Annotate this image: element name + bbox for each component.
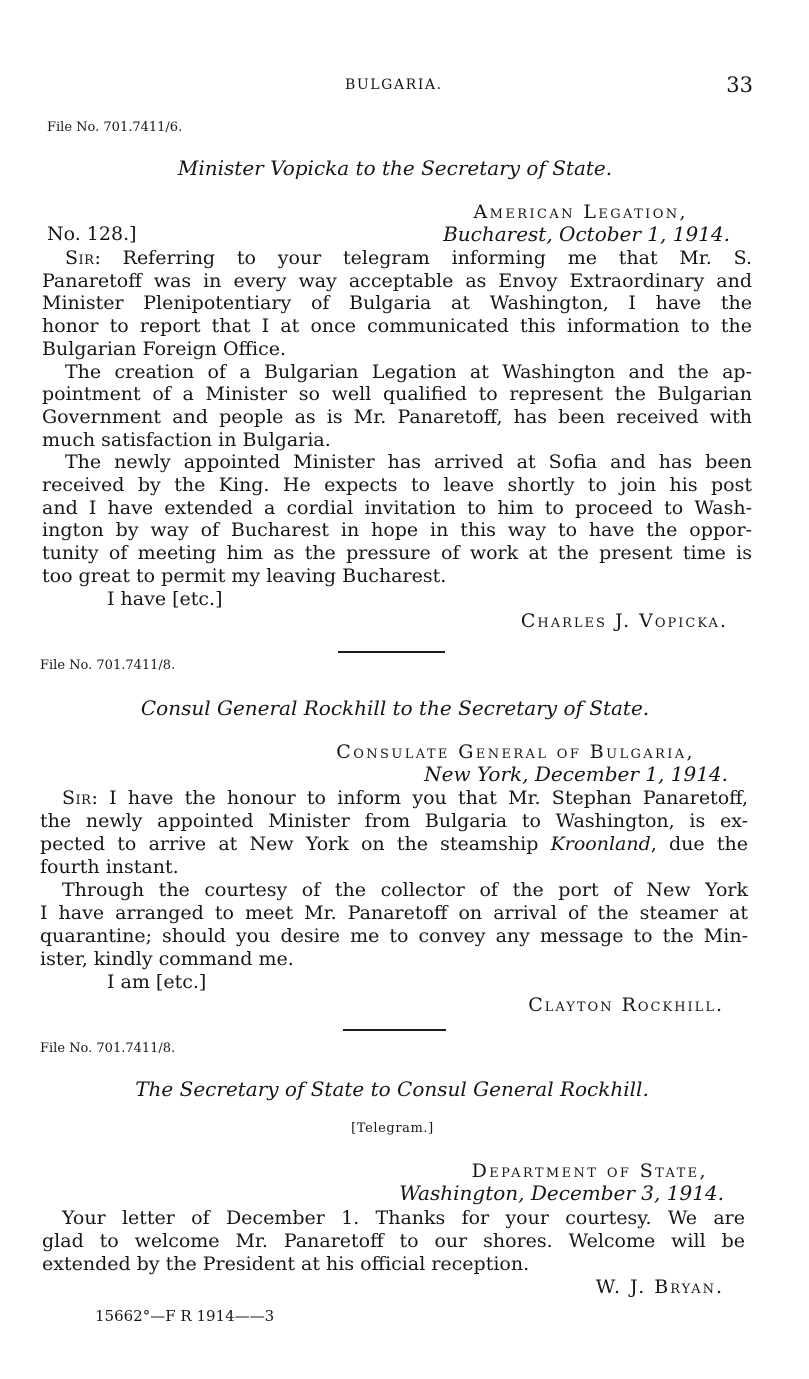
body-line [42, 247, 752, 270]
body-line: Minister Plenipotentiary of Bulgaria at Washington, I have the [42, 292, 752, 315]
body-line: Bulgarian Foreign Office. [42, 337, 287, 360]
document-title: The Secretary of State to Consul General Rockhill. [135, 1077, 649, 1101]
paragraph [42, 361, 752, 452]
body-line [40, 833, 748, 856]
section-rule [338, 651, 445, 653]
body-line: Government and people as is Mr. Panaretoff, has been received with [42, 405, 752, 428]
body-line: the newly appointed Minister from Bulgaria to Washington, is ex- [40, 810, 748, 832]
body-line: The newly appointed Minister has arrived at Sofia and has been [65, 451, 752, 474]
line-text: : I have the honour to inform you that Mr. Stephan Panaretoff, [91, 787, 748, 809]
despatch-number: No. 128.] [47, 223, 137, 245]
body-line: much satisfaction in Bulgaria. [42, 428, 331, 451]
line-text: pected to arrive at New York on the steamship [40, 833, 551, 855]
place-date: New York, December 1, 1914. [424, 762, 728, 786]
paragraph [42, 451, 752, 587]
body-line: pointment of a Minister so well qualified to represent the Bulgarian [42, 383, 752, 406]
letter-text [42, 247, 752, 633]
body-line: Your letter of December 1. Thanks for your courtesy. We are [62, 1207, 745, 1229]
letter-text [40, 787, 748, 1017]
ship-name: Kroonland [550, 833, 651, 855]
body-line: too great to permit my leaving Bucharest. [42, 564, 447, 587]
document-title: Minister Vopicka to the Secretary of State. [177, 156, 613, 180]
file-number: File No. 701.7411/8. [40, 1041, 176, 1056]
page-number: 33 [726, 73, 753, 97]
office-heading: American Legation, [473, 201, 688, 223]
body-line: received by the King. He expects to leave shortly to join his post [42, 474, 752, 497]
body-line: extended by the President at his official reception. [42, 1253, 530, 1275]
body-line: tunity of meeting him as the pressure of work at the present time is [42, 542, 752, 565]
body-line: fourth instant. [40, 856, 179, 878]
body-line: quarantine; should you desire me to convey any message to the Min- [40, 925, 748, 947]
paragraph [42, 247, 752, 361]
running-title: BULGARIA. [345, 77, 443, 93]
body-line: Through the courtesy of the collector of the port of New York [62, 879, 748, 901]
office-heading: Consulate General of Bulgaria, [336, 741, 695, 763]
signature: W. J. Bryan. [595, 1276, 724, 1298]
document-title: Consul General Rockhill to the Secretary of State. [140, 696, 650, 720]
body-line: Panaretoff was in every way acceptable as Envoy Extraordinary and [42, 269, 752, 292]
file-number: File No. 701.7411/6. [47, 120, 183, 135]
complimentary-close: I have [etc.] [107, 587, 223, 610]
place-date: Bucharest, October 1, 1914. [443, 222, 730, 246]
office-heading: Department of State, [471, 1160, 708, 1182]
complimentary-close: I am [etc.] [107, 971, 207, 993]
telegram-label: [Telegram.] [351, 1121, 434, 1136]
section-rule [343, 1029, 446, 1031]
body-line: ister, kindly command me. [40, 948, 294, 970]
body-line: honor to report that I at once communicated this information to the [42, 315, 752, 338]
line-text: , due the [650, 833, 748, 855]
file-number: File No. 701.7411/8. [40, 658, 176, 673]
paragraph [40, 787, 748, 879]
body-line: I have arranged to meet Mr. Panaretoff on arrival of the steamer at [40, 902, 748, 924]
paragraph [42, 1207, 745, 1276]
footer-print-mark: 15662°—F R 1914——3 [95, 1307, 275, 1325]
body-line: The creation of a Bulgarian Legation at Washington and the ap- [65, 360, 752, 383]
paragraph [40, 879, 748, 971]
signature: Charles J. Vopicka. [520, 610, 728, 633]
letter-text [42, 1207, 745, 1299]
line-text: : Referring to your telegram informing me that Mr. S. [94, 247, 752, 269]
salutation: Sir [65, 247, 95, 269]
body-line [40, 787, 748, 810]
body-line: ington by way of Bucharest in hope in this way to have the oppor- [42, 519, 752, 542]
body-line: glad to welcome Mr. Panaretoff to our shores. Welcome will be [42, 1230, 745, 1252]
signature: Clayton Rockhill. [528, 994, 724, 1016]
body-line: and I have extended a cordial invitation to him to proceed to Wash- [42, 496, 752, 519]
place-date: Washington, December 3, 1914. [399, 1181, 724, 1205]
salutation: Sir [62, 787, 92, 809]
